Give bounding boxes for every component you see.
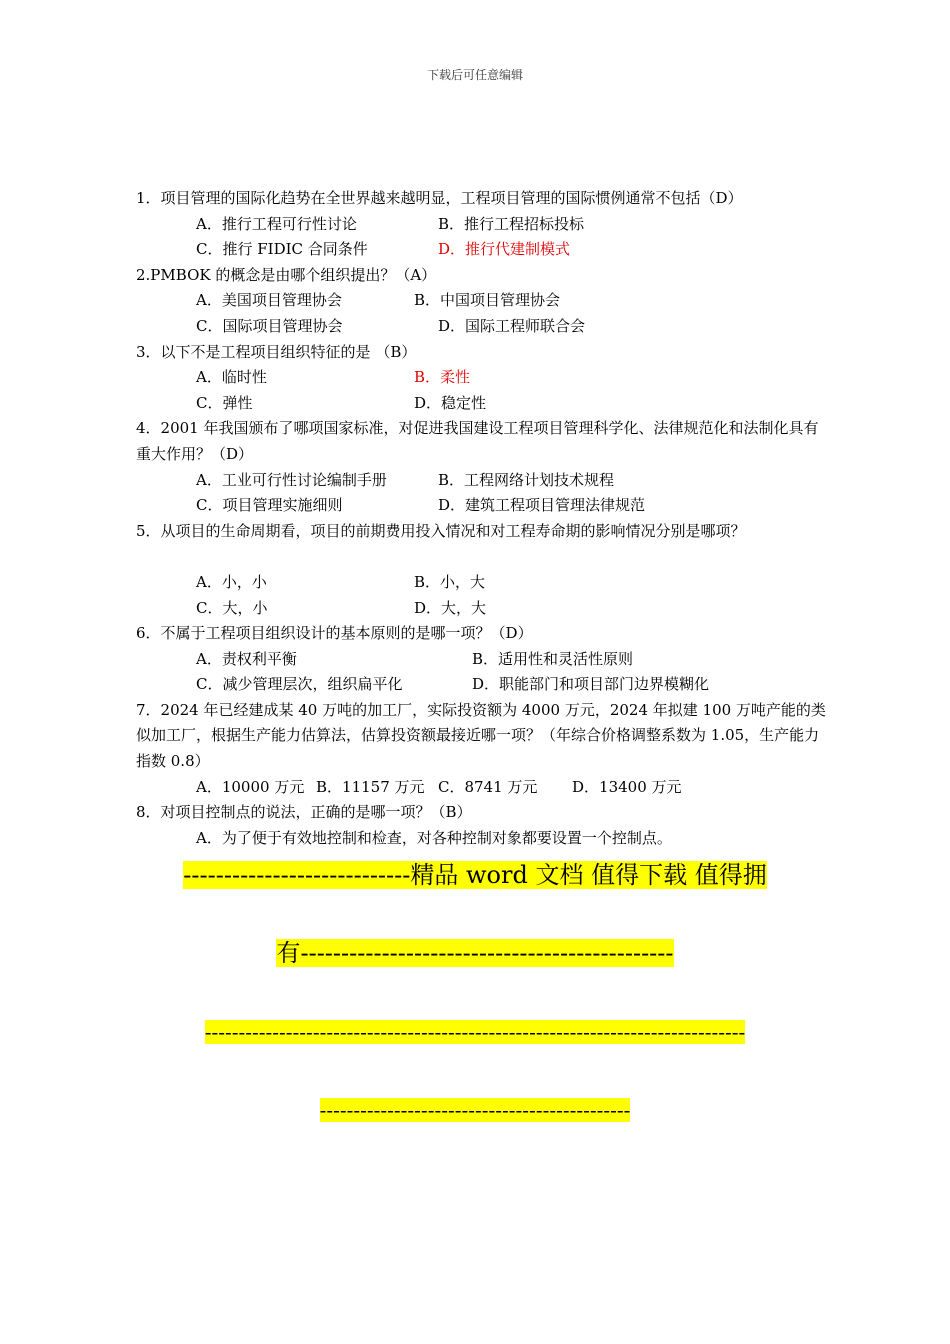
option-c: C．弹性 [196, 393, 253, 412]
question-3-options-row-2 [136, 391, 826, 417]
question-7: 7．2024 年已经建成某 40 万吨的加工厂，实际投资额为 4000 万元，2024 年拟建 100 万吨产能的类似加工厂，根据生产能力估算法，估算投资额最接近哪一项？（年综合价格调整系数为 1.05，生产能力指数 0.8） [136, 700, 826, 771]
option-b: B．中国项目管理协会 [414, 291, 561, 310]
option-c: C．减少管理层次，组织扁平化 [196, 675, 403, 694]
question-6: 6．不属于工程项目组织设计的基本原则的是哪一项？（D） [136, 624, 533, 643]
promo-banner-line-3 [0, 1016, 950, 1047]
question-4-options-row-2 [136, 493, 826, 519]
question-3: 3．以下不是工程项目组织特征的是 （B） [136, 342, 417, 361]
question-1-options-row-2 [136, 237, 826, 263]
option-a: A．临时性 [196, 368, 267, 387]
promo-banner-line-2 [0, 938, 950, 968]
option-b: B．小，大 [414, 572, 486, 591]
option-d: D．13400 万元 [572, 777, 682, 796]
question-list [136, 186, 826, 851]
option-d: D．建筑工程项目管理法律规范 [438, 496, 646, 515]
option-a: A．美国项目管理协会 [196, 291, 342, 310]
question-5: 5．从项目的生命周期看，项目的前期费用投入情况和对工程寿命期的影响情况分别是哪项？ [136, 521, 746, 540]
promo-text: ----------------------------精品 word 文档 值得下载 值得拥 [183, 861, 767, 889]
option-a: A．责权利平衡 [196, 649, 297, 668]
option-a: A．10000 万元 [196, 777, 305, 796]
page-header: 下载后可任意编辑 [426, 68, 523, 82]
question-8: 8．对项目控制点的说法，正确的是哪一项？（B） [136, 803, 472, 822]
option-d: D．职能部门和项目部门边界模糊化 [472, 675, 710, 694]
option-a: A．小，小 [196, 572, 267, 591]
question-6-options-row-1 [136, 647, 826, 673]
option-c: C．大，小 [196, 598, 268, 617]
question-8-options [136, 826, 826, 852]
option-c: C．项目管理实施细则 [196, 496, 343, 515]
blank-line [136, 544, 826, 570]
promo-text: 有---------------------------------------------- [276, 939, 674, 967]
option-b: B．工程网络计划技术规程 [438, 470, 615, 489]
question-7-options [136, 775, 826, 801]
question-5-options-row-1 [136, 570, 826, 596]
question-2-options-row-1 [136, 288, 826, 314]
option-b: B．11157 万元 [316, 777, 425, 796]
dash-line: -------------------------------------------------------------------------------- [204, 1020, 746, 1044]
question-4: 4．2001 年我国颁布了哪项国家标准，对促进我国建设工程项目管理科学化、法律规范化和法制化具有重大作用？（D） [136, 419, 819, 463]
option-b: B．推行工程招标投标 [438, 214, 585, 233]
question-2-options-row-2 [136, 314, 826, 340]
question-5-options-row-2 [136, 596, 826, 622]
question-2: 2.PMBOK 的概念是由哪个组织提出？（A） [136, 265, 437, 284]
option-d-answer: D．推行代建制模式 [438, 240, 571, 259]
option-c: C．8741 万元 [438, 777, 538, 796]
promo-banner-line-4 [0, 1094, 950, 1125]
option-c: C．国际项目管理协会 [196, 316, 343, 335]
option-c: C．推行 FIDIC 合同条件 [196, 240, 368, 259]
option-d: D．大，大 [414, 598, 487, 617]
question-1-options-row-1 [136, 212, 826, 238]
option-a: A．工业可行性讨论编制手册 [196, 470, 387, 489]
option-b-answer: B．柔性 [414, 368, 471, 387]
question-3-options-row-1 [136, 365, 826, 391]
question-4-options-row-1 [136, 468, 826, 494]
question-6-options-row-2 [136, 672, 826, 698]
dash-line: ---------------------------------------------- [319, 1098, 631, 1122]
option-d: D．稳定性 [414, 393, 487, 412]
option-a: A．为了便于有效地控制和检查，对各种控制对象都要设置一个控制点。 [196, 828, 672, 847]
promo-banner-line-1 [0, 860, 950, 890]
question-1: 1．项目管理的国际化趋势在全世界越来越明显，工程项目管理的国际惯例通常不包括（D） [136, 189, 743, 207]
option-d: D．国际工程师联合会 [438, 316, 586, 335]
option-a: A．推行工程可行性讨论 [196, 214, 357, 233]
option-b: B．适用性和灵活性原则 [472, 649, 634, 668]
